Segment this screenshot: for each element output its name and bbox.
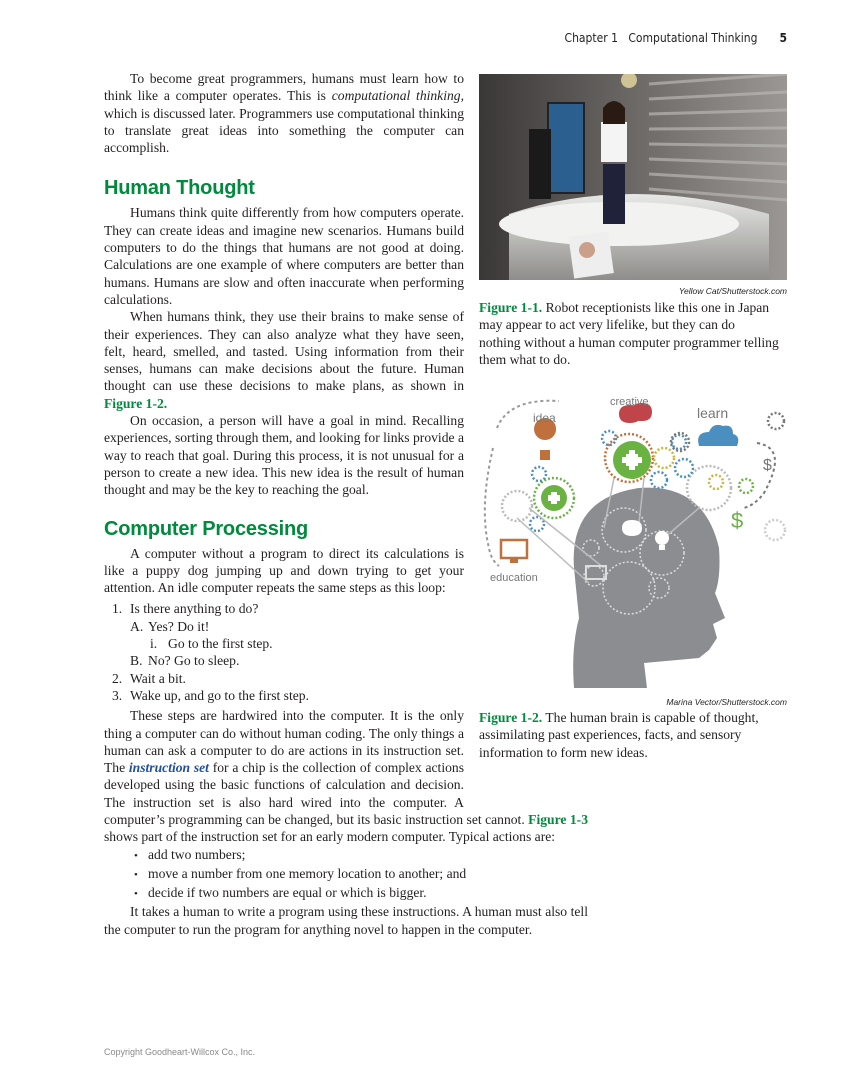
cloud-icon [698, 425, 738, 446]
figure-1-3-link[interactable]: Figure 1-3 [528, 811, 588, 827]
paragraph: A computer without a program to direct its calculations is like a puppy dog jumping up and down trying to get your attention. An idle computer repeats the same steps as this loop: [104, 545, 464, 596]
list-item: 2. Wait a bit. [112, 670, 186, 686]
running-header [565, 31, 787, 45]
glossary-term-instruction-set[interactable]: instruction set [128, 760, 209, 776]
figure-1-1-photo-robot-receptionist [479, 74, 787, 280]
paragraph: On occasion, a person will have a goal in mind. Recalling experiences, sorting through them, and looking for links provide a way to reach that goal. During this process, it is not unusual for a person to create a new idea. This new idea is the result of human thought and may be the key to reaching the goal. [104, 413, 464, 498]
label-idea: idea [533, 411, 556, 425]
figure-1-1-credit: Yellow Cat/Shutterstock.com [678, 286, 787, 296]
label-creative: creative [610, 396, 649, 408]
copyright-footer: Copyright Goodheart-Willcox Co., Inc. [104, 1047, 256, 1057]
list-item: B. No? Go to sleep. [130, 653, 240, 669]
dollar-icon: $ [731, 508, 744, 533]
paragraph: Humans think quite differently from how computers operate. They can create ideas and imagine new scenarios. Humans build computers to do the things that humans are not good at doing. Calculations are one example of where computers are better than humans. Humans are slow and often inaccurate when performing calculations. [104, 205, 464, 307]
list-item: i. Go to the first step. [150, 636, 273, 652]
label-education: education [490, 572, 538, 584]
list-item: • decide if two numbers are equal or which is bigger. [134, 884, 588, 903]
label-learn: learn [697, 405, 729, 421]
chapter-title: Computational Thinking [628, 31, 758, 45]
figure-1-2-link[interactable]: Figure 1-2. [104, 395, 168, 411]
list-item: • move a number from one memory location to another; and [134, 865, 588, 884]
monitor-icon [501, 540, 527, 563]
paragraph: These steps are hardwired into the computer. It is the only thing a computer can do without human coding. The only things a human can ask a computer to do are actions in its instruction set. The instruction set for a chip is the collection of complex actions developed using the basic functions of calculation and decision. The instruction set is also hard wired into the computer. A computer’s programming can be changed, but its basic instruction set cannot. Figure 1-3 shows part of the instruction set for an early modern computer. Typical actions are: [104, 708, 588, 845]
figure-1-2-head-gears-illustration [479, 388, 789, 693]
figure-1-1-caption: Figure 1-1. Robot receptionists like this one in Japan may appear to act very lifelike, but they can do nothing without a human computer programmer telling them what to do. [479, 300, 779, 367]
intro-paragraph: To become great programmers, humans must learn how to think like a computer operates. This is computational thinking, which is discussed later. Programmers use computational thinking to translate great ideas into something the computer can accomplish. [104, 71, 464, 156]
figure-1-2-credit: Marina Vector/Shutterstock.com [666, 697, 787, 707]
heading-computer-processing: Computer Processing [104, 517, 309, 540]
paragraph: When humans think, they use their brains to make sense of their experiences. They can also analyze what they have seen, felt, heard, smelled, and tasted. Using information from their senses, humans can make decisions about the future. Human thought can use these decisions to make plans, as shown in Figure 1-2. [104, 309, 464, 411]
page-number: 5 [779, 31, 787, 45]
list-item: A. Yes? Do it! [130, 618, 210, 634]
list-item: 3. Wake up, and go to the first step. [112, 687, 309, 703]
head-silhouette-icon [573, 488, 725, 688]
paragraph: It takes a human to write a program using these instructions. A human must also tell the computer to run the program for anything novel to happen in the computer. [104, 904, 588, 937]
figure-1-2-caption: Figure 1-2. The human brain is capable of thought, assimilating past experiences, facts, and sensory information to form new ideas. [479, 710, 759, 760]
chapter-number: Chapter 1 [564, 31, 619, 45]
dollar-icon: $ [763, 457, 772, 474]
list-item: 1. Is there anything to do? [112, 601, 259, 617]
heading-human-thought: Human Thought [104, 177, 255, 200]
list-item: • add two numbers; [134, 846, 588, 865]
typical-actions-list [104, 846, 588, 904]
